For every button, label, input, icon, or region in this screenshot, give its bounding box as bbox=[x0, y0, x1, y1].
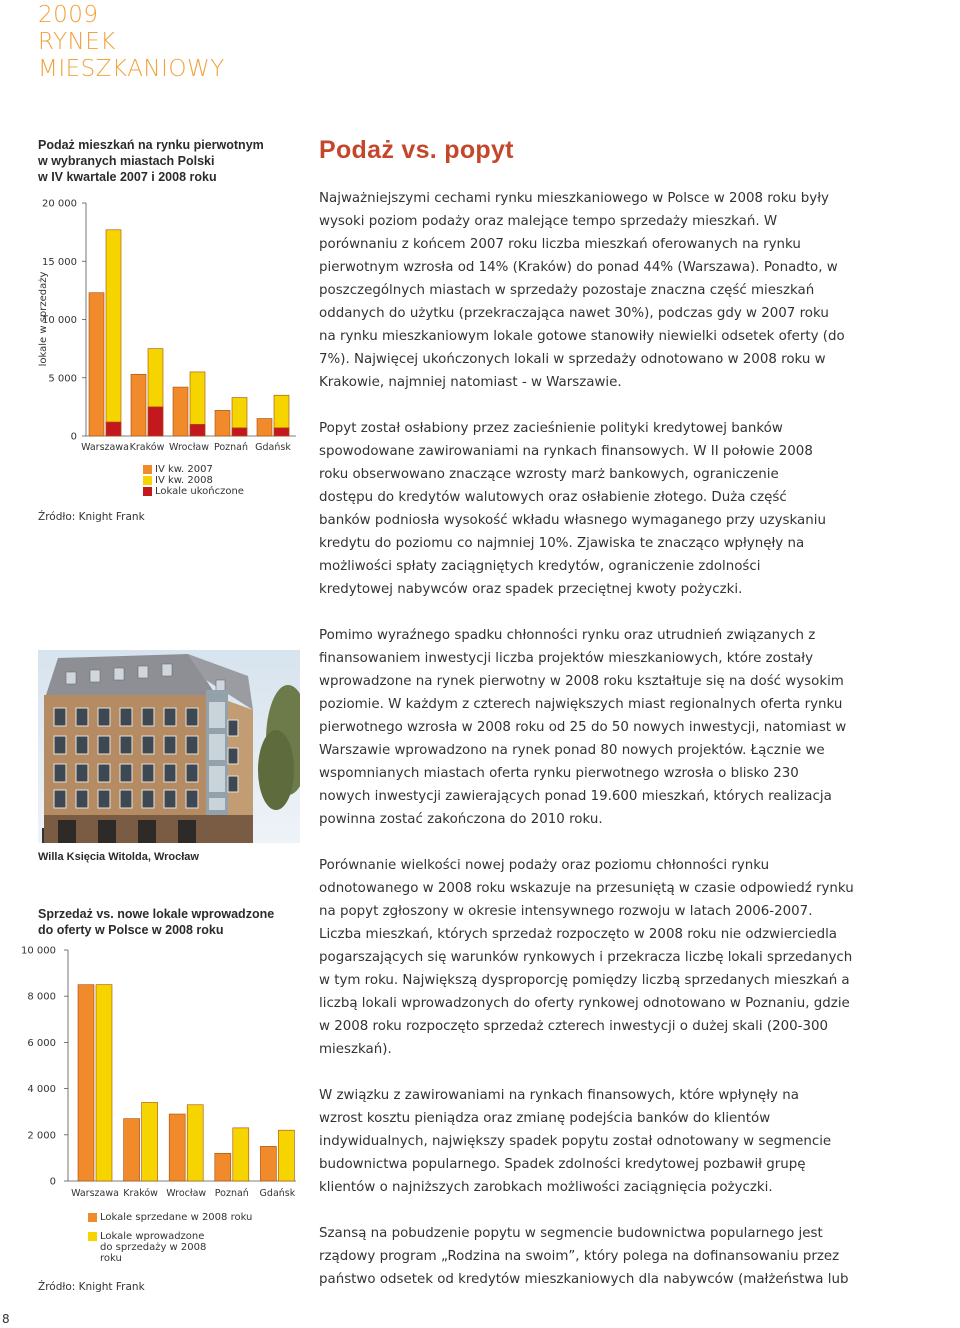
chart2-title bbox=[38, 906, 278, 938]
bar-introduced bbox=[278, 1130, 294, 1181]
bar-q4-2007 bbox=[215, 410, 230, 436]
bar-q4-2007 bbox=[257, 419, 272, 436]
bar-introduced bbox=[142, 1102, 158, 1181]
bar-sold bbox=[169, 1114, 185, 1181]
page-number: 8 bbox=[2, 1312, 10, 1326]
article-paragraph bbox=[319, 187, 849, 394]
x-category-label: Gdańsk bbox=[259, 1188, 296, 1199]
y-tick-label: 8 000 bbox=[27, 991, 56, 1003]
building-photo bbox=[38, 650, 300, 843]
x-category-label: Wrocław bbox=[166, 1188, 207, 1199]
y-tick-label: 10 000 bbox=[42, 315, 77, 326]
chart1-title bbox=[38, 137, 278, 185]
bar-q4-2007 bbox=[89, 293, 104, 436]
x-category-label: Kraków bbox=[129, 442, 165, 453]
legend-item-q4-2007 bbox=[143, 464, 244, 475]
paragraph-text: W związku z zawirowaniami na rynkach finansowych, które wpłynęły na wzrost kosztu pieniądza oraz zmianę podejścia banków do klientów indywidualnych, największy spadek popytu został odnotowany w segmencie budownictwa popularnego. Spadek zdolności kredytowej pozbawił grupę klientów o najniższych zarobkach możliwości zaciągnięcia pożyczki. bbox=[319, 1088, 832, 1195]
bar-introduced bbox=[187, 1105, 203, 1181]
legend-swatch bbox=[88, 1232, 97, 1241]
paragraph-text: Szansą na pobudzenie popytu w segmencie budownictwa popularnego jest rządowy program „Rodzina na swoim”, który polega na dofinansowaniu przez państwo odsetek od kredytów mieszkaniowych dla nabywców (małżeństwa lub bbox=[319, 1226, 849, 1287]
article-heading: Podaż vs. popyt bbox=[319, 136, 514, 164]
article-paragraph bbox=[319, 854, 854, 1061]
bar-completed bbox=[274, 428, 289, 436]
y-tick-label: 4 000 bbox=[27, 1084, 56, 1096]
x-category-label: Kraków bbox=[123, 1188, 158, 1199]
header-year: 2009 bbox=[38, 2, 99, 28]
article-paragraph bbox=[319, 1222, 849, 1291]
bar-sold bbox=[78, 985, 94, 1181]
legend-item-q4-2008 bbox=[143, 475, 244, 486]
x-category-label: Gdańsk bbox=[255, 442, 291, 453]
legend-swatch bbox=[143, 487, 152, 496]
bar-introduced bbox=[233, 1128, 249, 1181]
article-paragraph bbox=[319, 1084, 839, 1199]
legend-label: IV kw. 2007 bbox=[155, 464, 213, 475]
x-category-label: Warszawa bbox=[81, 442, 129, 453]
bar-q4-2007 bbox=[131, 374, 146, 436]
y-tick-label: 15 000 bbox=[42, 256, 77, 268]
legend-swatch bbox=[88, 1213, 97, 1222]
y-tick-label: 6 000 bbox=[27, 1037, 56, 1049]
article-paragraph bbox=[319, 417, 829, 601]
y-tick-label: 2 000 bbox=[27, 1130, 56, 1142]
paragraph-text: Najważniejszymi cechami rynku mieszkaniowego w Polsce w 2008 roku były wysoki poziom podaży oraz malejące tempo sprzedaży mieszkań. W porównaniu z końcem 2007 roku liczba mieszkań oferowanych na rynku pierwotnym wzrosła od 14% (Kraków) do ponad 44% (Warszawa). Ponadto, w poszczególnych miastach w sprzedaży pozostaje znaczna część mieszkań oddanych do użytku (przekraczająca nawet 30%), podczas gdy w 2007 roku na rynku mieszkaniowym lokale gotowe stanowiły niewielki odsetek oferty (do 7%). Najwięcej ukończonych lokali w sprzedaży odnotowano w 2008 roku w Krakowie, najmniej natomiast - w Warszawie. bbox=[319, 191, 845, 390]
bar-q4-2008 bbox=[106, 230, 121, 436]
chart1-title-line: w wybranych miastach Polski bbox=[38, 154, 215, 168]
x-category-label: Wrocław bbox=[169, 442, 209, 453]
section-header bbox=[38, 2, 225, 83]
bar-sold bbox=[124, 1119, 140, 1181]
legend-label: Lokale wprowadzone do sprzedaży w 2008 roku bbox=[100, 1231, 207, 1264]
header-title-line2: MIESZKANIOWY bbox=[38, 56, 225, 82]
legend-item-introduced bbox=[88, 1231, 258, 1264]
chart2-bar-chart bbox=[0, 940, 300, 1205]
bar-completed bbox=[148, 407, 163, 436]
legend-label: Lokale ukończone bbox=[155, 486, 244, 497]
paragraph-text: Popyt został osłabiony przez zacieśnienie polityki kredytowej banków spowodowane zawirowaniami na rynkach finansowych. W II połowie 2008 roku obserwowano znaczące wzrosty marż bankowych, ograniczenie dostępu do kredytów walutowych oraz osłabienie złotego. Duża część banków podniosła wysokość wkładu własnego wymaganego przy uzyskaniu kredytu do poziomu co najmniej 10%. Zjawiska te znacząco wpłynęły na możliwości spłaty zaciągniętych kredytów, ograniczenie zdolności kredytowej nabywców oraz spadek przeciętnej kwoty pożyczki. bbox=[319, 421, 826, 597]
y-tick-label: 0 bbox=[70, 431, 77, 443]
chart2-title-line: do oferty w Polsce w 2008 roku bbox=[38, 923, 224, 937]
legend-item-sold bbox=[88, 1212, 258, 1223]
header-title-line1: RYNEK bbox=[38, 29, 116, 55]
bar-sold bbox=[215, 1153, 231, 1181]
photo-caption: Willa Księcia Witolda, Wrocław bbox=[38, 851, 199, 863]
article-paragraph bbox=[319, 624, 849, 831]
y-tick-label: 5 000 bbox=[48, 373, 77, 385]
bar-sold bbox=[260, 1146, 276, 1181]
bar-completed bbox=[232, 428, 247, 436]
legend-swatch bbox=[143, 476, 152, 485]
legend-item-completed bbox=[143, 486, 244, 497]
chart1-title-line: w IV kwartale 2007 i 2008 roku bbox=[38, 170, 217, 184]
paragraph-text: Porównanie wielkości nowej podaży oraz poziomu chłonności rynku odnotowanego w 2008 roku wskazuje na przesuniętą w czasie odpowiedź rynku na popyt zgłoszony w okresie intensywnego rozwoju w latach 2006-2007. Liczba mieszkań, których sprzedaż rozpoczęto w 2008 roku nie odzwierciedla pogarszających się warunków rynkowych i przekracza liczbę lokali sprzedanych w tym roku. Największą dysproporcję pomiędzy liczbą sprzedanych mieszkań a liczbą lokali wprowadzonych do oferty rynkowej odnotowano w Poznaniu, gdzie w 2008 roku rozpoczęto sprzedaż czterech inwestycji o dużej skali (200-300 mieszkań). bbox=[319, 858, 854, 1057]
y-tick-label: 10 000 bbox=[21, 945, 56, 957]
bar-introduced bbox=[96, 985, 112, 1181]
y-tick-label: 0 bbox=[49, 1176, 56, 1188]
x-category-label: Poznań bbox=[214, 1188, 249, 1199]
bar-q4-2007 bbox=[173, 387, 188, 436]
bar-completed bbox=[190, 424, 205, 436]
legend-label: Lokale sprzedane w 2008 roku bbox=[100, 1212, 253, 1223]
chart2-source: Źródło: Knight Frank bbox=[38, 1281, 145, 1293]
paragraph-text: Pomimo wyraźnego spadku chłonności rynku oraz utrudnień związanych z finansowaniem inwestycji liczba projektów mieszkaniowych, które zostały wprowadzone na rynek pierwotny w 2008 roku kształtuje się na dość wysokim poziomie. W każdym z czterech największych miast regionalnych oferta rynku pierwotnego wzrosła w 2008 roku od 25 do 50 nowych inwestycji, natomiast w Warszawie wprowadzono na rynek ponad 80 nowych projektów. Łącznie we wspomnianych miastach oferta rynku pierwotnego wzrosła o blisko 230 nowych inwestycji zawierających ponad 19.600 mieszkań, których realizacja powinna zostać zakończona do 2010 roku. bbox=[319, 628, 847, 827]
y-axis-label: lokale w sprzedaży bbox=[38, 271, 49, 367]
chart1-source: Źródło: Knight Frank bbox=[38, 511, 145, 523]
chart1-bar-chart bbox=[0, 190, 300, 460]
legend-swatch bbox=[143, 465, 152, 474]
chart2-legend bbox=[88, 1212, 258, 1264]
bar-completed bbox=[106, 422, 121, 436]
legend-label: IV kw. 2008 bbox=[155, 475, 213, 486]
chart1-title-line: Podaż mieszkań na rynku pierwotnym bbox=[38, 138, 264, 152]
x-category-label: Poznań bbox=[213, 442, 249, 453]
chart1-legend bbox=[143, 464, 244, 497]
x-category-label: Warszawa bbox=[71, 1188, 119, 1199]
chart2-title-line: Sprzedaż vs. nowe lokale wprowadzone bbox=[38, 907, 275, 921]
y-tick-label: 20 000 bbox=[42, 198, 77, 210]
